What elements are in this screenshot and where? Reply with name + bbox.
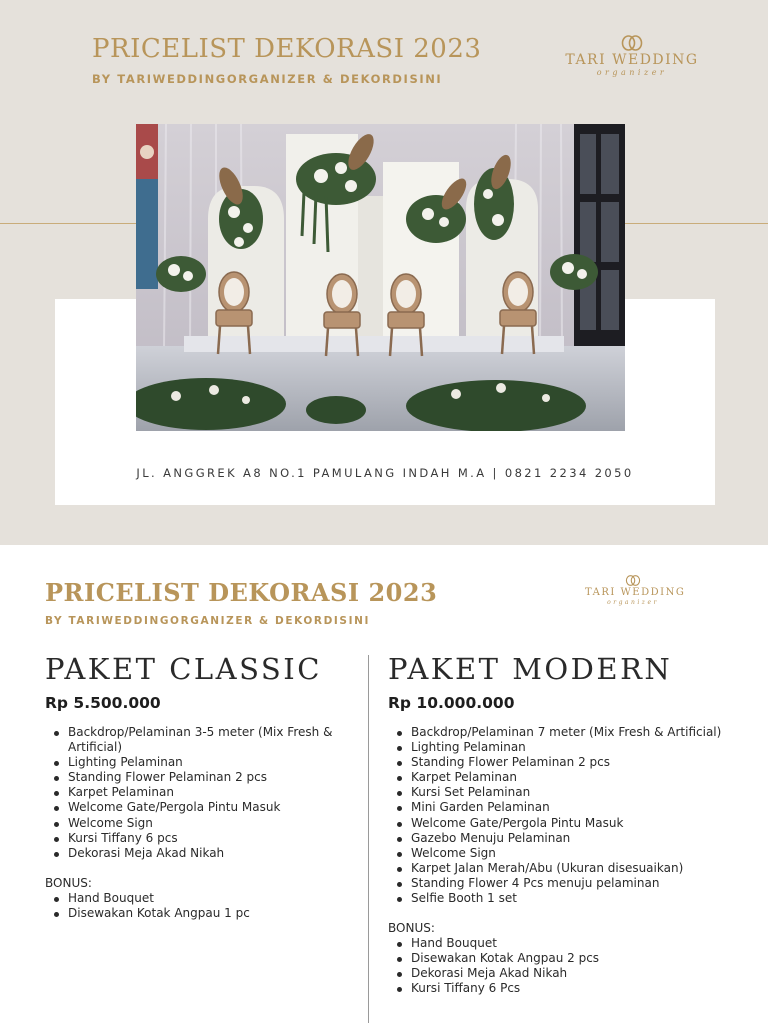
list-item: Kursi Tiffany 6 Pcs: [388, 981, 728, 996]
bonus-label: BONUS:: [388, 921, 435, 936]
list-item: Gazebo Menuju Pelaminan: [388, 831, 728, 846]
package-items: [45, 725, 360, 861]
cover-subtitle: BY TARIWEDDINGORGANIZER & DEKORDISINI: [92, 72, 443, 86]
brand-logo: [562, 34, 702, 78]
logo-brand: TARI WEDDING: [565, 52, 699, 68]
list-item: Karpet Pelaminan: [388, 770, 728, 785]
package-price: Rp 5.500.000: [45, 694, 161, 712]
pricelist-title: PRICELIST DEKORASI 2023: [45, 578, 438, 607]
package-name: PAKET MODERN: [388, 652, 673, 686]
list-item: Hand Bouquet: [45, 891, 360, 906]
list-item: Welcome Sign: [45, 816, 360, 831]
bonus-items: [45, 891, 360, 921]
list-item: Kursi Set Pelaminan: [388, 785, 728, 800]
package-items: [388, 725, 728, 906]
list-item: Karpet Jalan Merah/Abu (Ukuran disesuaikan): [388, 861, 728, 876]
list-item: Disewakan Kotak Angpau 2 pcs: [388, 951, 728, 966]
list-item: Backdrop/Pelaminan 7 meter (Mix Fresh & Artificial): [388, 725, 728, 740]
list-item: Welcome Gate/Pergola Pintu Masuk: [45, 800, 360, 815]
package-name: PAKET CLASSIC: [45, 652, 322, 686]
logo-tagline: organizer: [596, 68, 668, 77]
list-item: Kursi Tiffany 6 pcs: [45, 831, 360, 846]
list-item: Karpet Pelaminan: [45, 785, 360, 800]
pricelist-subtitle: BY TARIWEDDINGORGANIZER & DEKORDISINI: [45, 615, 370, 627]
list-item: Lighting Pelaminan: [388, 740, 728, 755]
column-divider: [368, 655, 369, 1023]
list-item: Welcome Sign: [388, 846, 728, 861]
brand-logo-small: [585, 574, 686, 607]
cover-title: PRICELIST DEKORASI 2023: [92, 34, 482, 64]
address-phone: JL. ANGGREK A8 NO.1 PAMULANG INDAH M.A | 0821 2234 2050: [136, 466, 634, 480]
logo-brand: TARI WEDDING: [585, 587, 686, 598]
wedding-rings-icon: [624, 574, 642, 587]
list-item: Standing Flower Pelaminan 2 pcs: [45, 770, 360, 785]
list-item: Disewakan Kotak Angpau 1 pc: [45, 906, 360, 921]
package-classic: [45, 652, 360, 921]
list-item: Dekorasi Meja Akad Nikah: [45, 846, 360, 861]
package-modern: [388, 652, 728, 997]
list-item: Standing Flower Pelaminan 2 pcs: [388, 755, 728, 770]
list-item: Dekorasi Meja Akad Nikah: [388, 966, 728, 981]
list-item: Welcome Gate/Pergola Pintu Masuk: [388, 816, 728, 831]
list-item: Backdrop/Pelaminan 3-5 meter (Mix Fresh & Artificial): [45, 725, 360, 755]
list-item: Standing Flower 4 Pcs menuju pelaminan: [388, 876, 728, 891]
list-item: Mini Garden Pelaminan: [388, 800, 728, 815]
logo-tagline: organizer: [607, 599, 659, 606]
bonus-items: [388, 936, 728, 996]
wedding-rings-icon: [619, 34, 645, 52]
bonus-label: BONUS:: [45, 875, 92, 890]
list-item: Hand Bouquet: [388, 936, 728, 951]
list-item: Selfie Booth 1 set: [388, 891, 728, 906]
decoration-photo: [136, 124, 625, 431]
package-price: Rp 10.000.000: [388, 694, 515, 712]
list-item: Lighting Pelaminan: [45, 755, 360, 770]
